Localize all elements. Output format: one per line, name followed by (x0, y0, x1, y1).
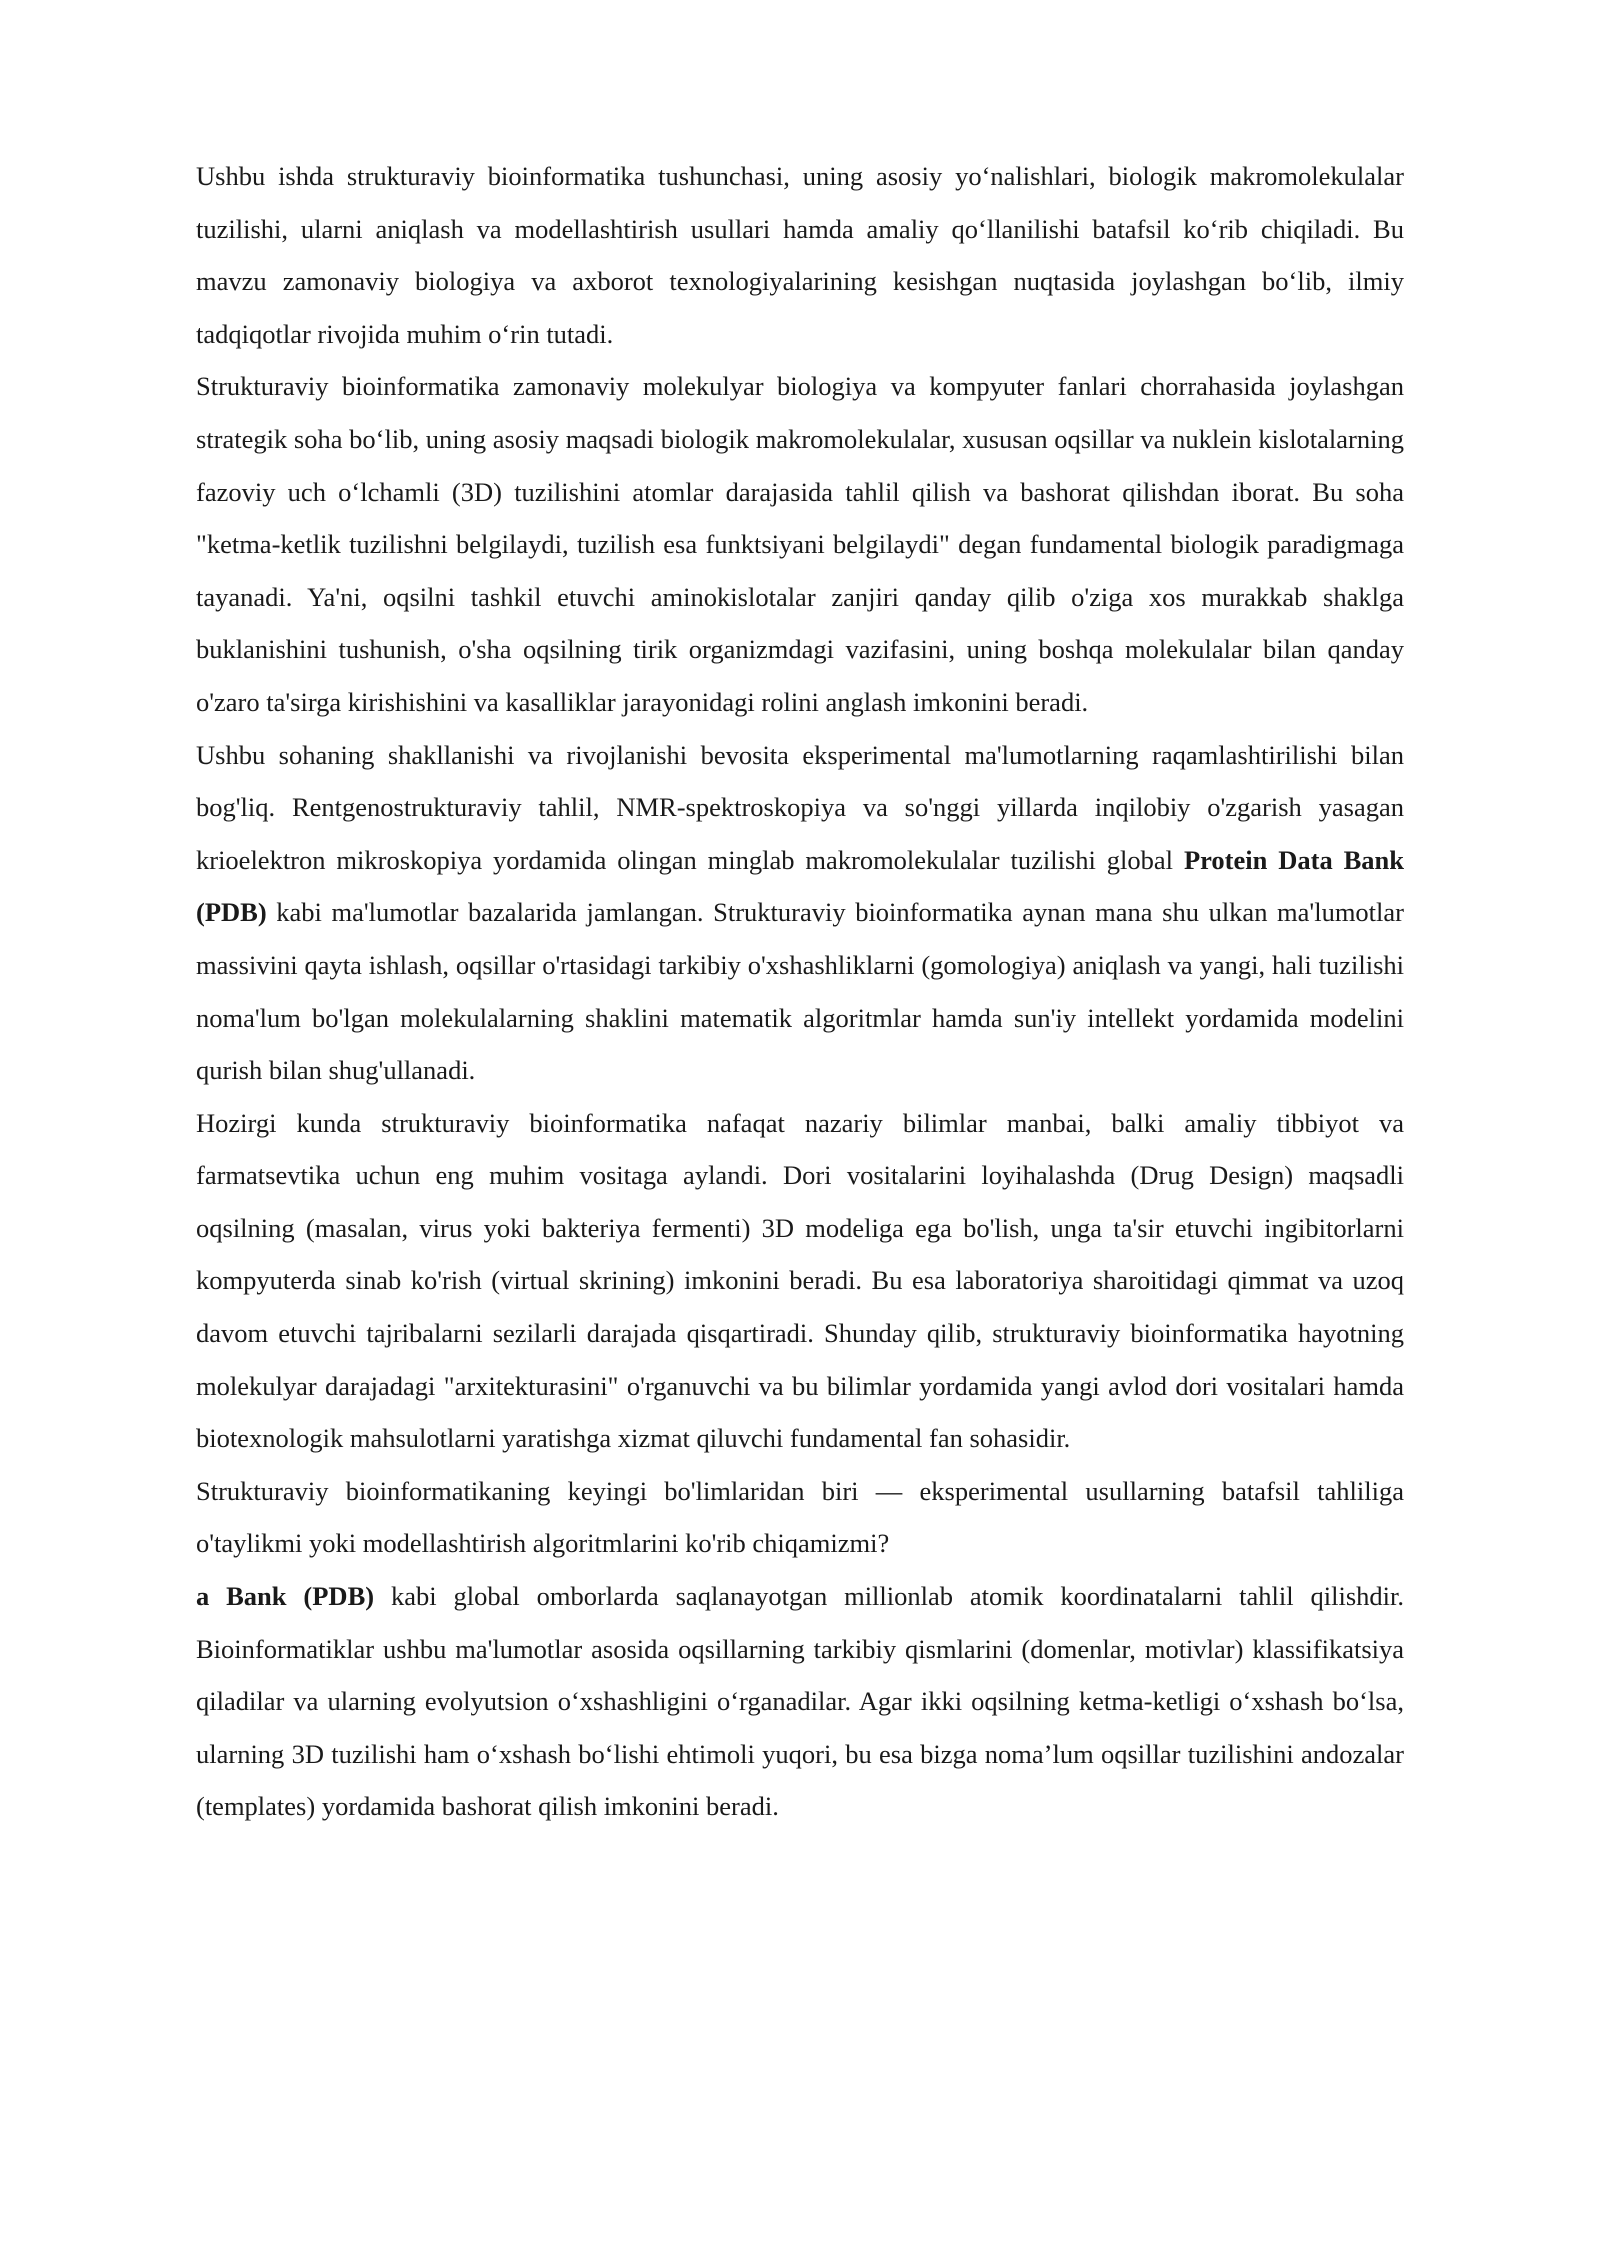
pdb-bold-fragment: a Bank (PDB) (196, 1581, 375, 1612)
paragraph-1 (196, 150, 1404, 360)
paragraph-3-text-b: kabi ma'lumotlar bazalarida jamlangan. Strukturaviy bioinformatika aynan mana shu ulkan ma'lumotlar massivini qayta ishlash, oqsillar o'rtasidagi tarkibiy o'xshashliklarni (gomologiya) aniqlash va yangi, hali tuzilishi noma'lum bo'lgan molekulalarning shaklini matematik algoritmlar hamda sun'iy intellekt yordamida modelini qurish bilan shug'ullanadi. (196, 897, 1404, 1086)
pdb-bold-term: Protein Data Bank (PDB) (196, 844, 1404, 928)
paragraph-3 (196, 729, 1404, 1097)
paragraph-2-text: Strukturaviy bioinformatika zamonaviy molekulyar biologiya va kompyuter fanlari chorrahasida joylashgan strategik soha bo‘lib, uning asosiy maqsadi biologik makromolekulalar, xususan oqsillar va nuklein kislotalarning fazoviy uch o‘lchamli (3D) tuzilishini atomlar darajasida tahlil qilish va bashorat qilishdan iborat. Bu soha "ketma-ketlik tuzilishni belgilaydi, tuzilish esa funktsiyani belgilaydi" degan fundamental biologik paradigmaga tayanadi. Ya'ni, oqsilni tashkil etuvchi aminokislotalar zanjiri qanday qilib o'ziga xos murakkab shaklga buklanishini tushunish, o'sha oqsilning tirik organizmdagi vazifasini, uning boshqa molekulalar bilan qanday o'zaro ta'sirga kirishishini va kasalliklar jarayonidagi rolini anglash imkonini beradi. (196, 371, 1404, 717)
paragraph-6 (196, 1570, 1404, 1833)
document-page (196, 150, 1404, 1833)
paragraph-5 (196, 1465, 1404, 1570)
paragraph-3-text-a: Ushbu sohaning shakllanishi va rivojlanishi bevosita eksperimental ma'lumotlarning raqamlashtirilishi bilan bog'liq. Rentgenostrukturaviy tahlil, NMR-spektroskopiya va so'nggi yillarda inqilobiy o'zgarish yasagan krioelektron mikroskopiya yordamida olingan minglab makromolekulalar tuzilishi global (196, 739, 1404, 875)
paragraph-1-text: Ushbu ishda strukturaviy bioinformatika tushunchasi, uning asosiy yo‘nalishlari, biologik makromolekulalar tuzilishi, ularni aniqlash va modellashtirish usullari hamda amaliy qo‘llanilishi batafsil ko‘rib chiqiladi. Bu mavzu zamonaviy biologiya va axborot texnologiyalarining kesishgan nuqtasida joylashgan bo‘lib, ilmiy tadqiqotlar rivojida muhim o‘rin tutadi. (196, 161, 1404, 349)
paragraph-2 (196, 360, 1404, 728)
paragraph-4-text: Hozirgi kunda strukturaviy bioinformatika nafaqat nazariy bilimlar manbai, balki amaliy tibbiyot va farmatsevtika uchun eng muhim vositaga aylandi. Dori vositalarini loyihalashda (Drug Design) maqsadli oqsilning (masalan, virus yoki bakteriya fermenti) 3D modeliga ega bo'lish, unga ta'sir etuvchi ingibitorlarni kompyuterda sinab ko'rish (virtual skrining) imkonini beradi. Bu esa laboratoriya sharoitidagi qimmat va uzoq davom etuvchi tajribalarni sezilarli darajada qisqartiradi. Shunday qilib, strukturaviy bioinformatika hayotning molekulyar darajadagi "arxitekturasini" o'rganuvchi va bu bilimlar yordamida yangi avlod dori vositalari hamda biotexnologik mahsulotlarni yaratishga xizmat qiluvchi fundamental fan sohasidir. (196, 1107, 1404, 1454)
paragraph-6-text: kabi global omborlarda saqlanayotgan millionlab atomik koordinatalarni tahlil qilishdir. Bioinformatiklar ushbu ma'lumotlar asosida oqsillarning tarkibiy qismlarini (domenlar, motivlar) klassifikatsiya qiladilar va ularning evolyutsion o‘xshashligini o‘rganadilar. Agar ikki oqsilning ketma-ketligi o‘xshash bo‘lsa, ularning 3D tuzilishi ham o‘xshash bo‘lishi ehtimoli yuqori, bu esa bizga noma’lum oqsillar tuzilishini andozalar (templates) yordamida bashorat qilish imkonini beradi. (196, 1581, 1404, 1822)
paragraph-5-text: Strukturaviy bioinformatikaning keyingi bo'limlaridan biri — eksperimental usullarning batafsil tahliliga o'taylikmi yoki modellashtirish algoritmlarini ko'rib chiqamizmi? (196, 1475, 1404, 1559)
paragraph-4 (196, 1097, 1404, 1465)
